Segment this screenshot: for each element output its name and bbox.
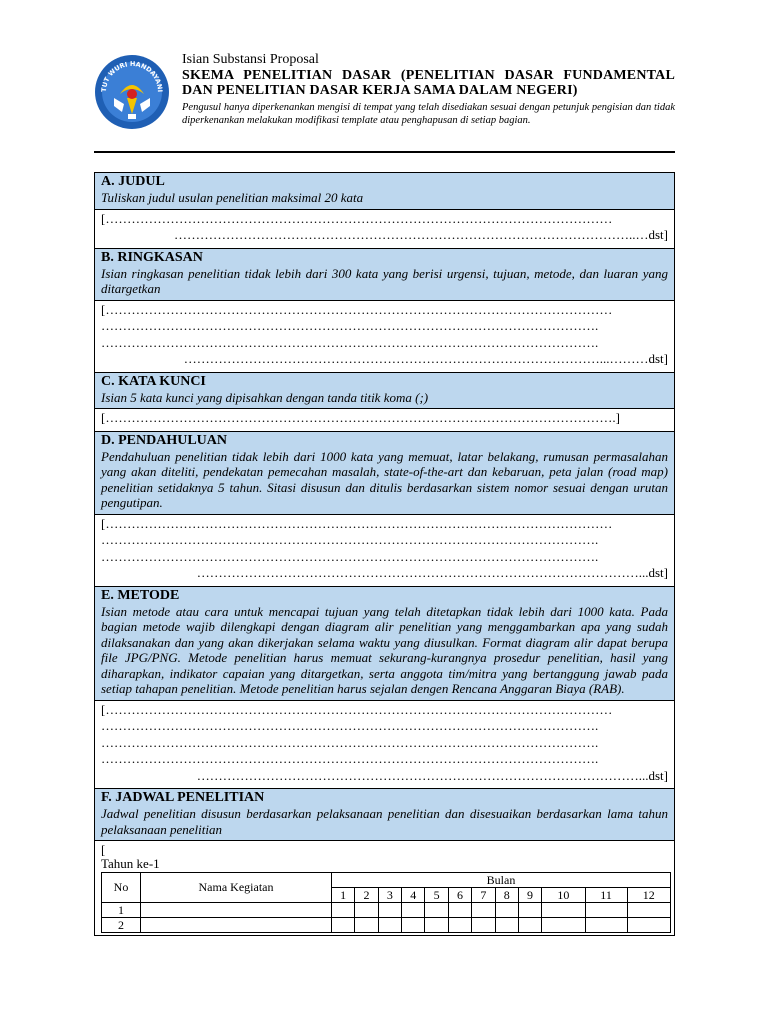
placeholder-line: ……………………………………………………………………………………………………. [101,734,599,750]
month-cell: 6 [448,888,471,903]
svg-text:TUT WURI HANDAYANI: TUT WURI HANDAYANI [99,59,165,93]
month-cell: 8 [495,888,518,903]
year-label: Tahun ke-1 [101,856,160,871]
section-metode-input[interactable] [95,701,674,790]
activity-cell[interactable] [141,918,332,933]
section-title: D. PENDAHULUAN [101,432,227,448]
section-kata-kunci-input[interactable] [95,409,674,432]
section-jadwal-input[interactable] [95,841,674,935]
placeholder-line: [……………………………………………………………………………………………………… [101,515,613,531]
section-description: Pendahuluan penelitian tidak lebih dari 1000 kata yang memuat, latar belakang, rumusan permasalahan yang akan diteliti, pendekatan pemecahan masalah, state-of-the-art dan kebaruan, peta jalan (road map) penelitian setidaknya 5 tahun. Sitasi disusun dan ditulis berdasarkan sistem nomor sesuai dengan urutan pengutipan. [101,448,668,510]
placeholder-line: ……………………………………………………………………………………………………. [101,318,599,333]
placeholder-line: …………………………………………………………………………………………...dst] [196,565,668,580]
section-pendahuluan-header [95,432,674,515]
month-cell: 1 [332,888,355,903]
open-bracket: [ [101,842,106,857]
header-divider [94,151,675,153]
month-cell: 4 [402,888,425,903]
placeholder-line: [……………………………………………………………………………………………………… [101,210,613,226]
section-ringkasan-input[interactable] [95,301,674,373]
section-metode-header [95,587,674,701]
placeholder-line: ……………………………………………………………………………………………………. [101,718,599,733]
col-kegiatan-header: Nama Kegiatan [141,873,332,903]
placeholder-line: [……………………………………………………………………………………………………….] [101,410,620,425]
month-cell: 10 [542,888,585,903]
section-ringkasan-header [95,249,674,301]
month-cell: 11 [585,888,627,903]
row-no: 2 [102,918,141,933]
section-title: A. JUDUL [101,174,165,189]
placeholder-line: ……………………………………………………………………………………...………dst] [183,351,668,366]
section-judul-header [95,173,674,210]
month-cell: 12 [627,888,670,903]
section-description: Isian metode atau cara untuk mencapai tujuan yang telah ditetapkan tidak lebih dari 1000 kata. Pada bagian metode wajib dilengkapi dengan diagram alir penelitian yang menggambarkan apa yang sudah dilaksanakan dan yang akan dikerjakan selama waktu yang diusulkan. Format diagram alir dapat berupa file JPG/PNG. Metode penelitian harus memuat sekurang-kurangnya prosedur penelitian, hasil yang diharapkan, indikator capaian yang ditargetkan, serta anggota tim/mitra yang bertanggung jawab pada setiap tahapan penelitian. Metode penelitian harus sejalan dengen Rencana Anggaran Biaya (RAB). [101,603,668,696]
month-cell: 5 [425,888,448,903]
section-judul-input[interactable] [95,210,674,249]
placeholder-line: ……………………………………………………………………………………………………. [101,548,599,564]
col-no-header: No [102,873,141,903]
schedule-row [102,903,671,918]
section-kata-kunci-header [95,373,674,410]
placeholder-line: …………………………………………………………………………………………...dst] [196,767,668,783]
activity-cell[interactable] [141,903,332,918]
instruction-note: Pengusul hanya diperkenankan mengisi di tempat yang telah disediakan sesuai dengan petunjuk pengisian dan tidak diperkenankan melakukan modifikasi template atau penghapusan di setiap bagian. [182,102,675,126]
placeholder-line: ……………………………………………………………………………………………………. [101,751,599,766]
section-description: Isian ringkasan penelitian tidak lebih dari 300 kata yang berisi urgensi, tujuan, metode, dan luaran yang ditargetkan [101,265,668,296]
row-no: 1 [102,903,141,918]
tut-wuri-handayani-logo [94,54,170,130]
month-cell: 9 [518,888,541,903]
col-bulan-header: Bulan [332,873,671,888]
month-cell: 3 [378,888,401,903]
section-title: E. METODE [101,587,180,603]
section-jadwal-header [95,789,674,841]
placeholder-line: ……………………………………………………………………………………………..…dst] [174,227,668,242]
placeholder-line: [……………………………………………………………………………………………………… [101,301,613,317]
section-title: B. RINGKASAN [101,249,203,265]
section-title: C. KATA KUNCI [101,373,206,389]
section-description: Isian 5 kata kunci yang dipisahkan dengan tanda titik koma (;) [101,389,429,405]
section-title: F. JADWAL PENELITIAN [101,790,265,805]
placeholder-line: ……………………………………………………………………………………………………. [101,334,599,350]
month-cell: 2 [355,888,378,903]
placeholder-line: [……………………………………………………………………………………………………… [101,701,613,717]
schedule-table [101,872,671,933]
document-subtitle: Isian Substansi Proposal [182,52,319,67]
schedule-row [102,918,671,933]
scheme-title: SKEMA PENELITIAN DASAR (PENELITIAN DASAR FUNDAMENTAL DAN PENELITIAN DASAR KERJA SAMA DALAM NEGERI) [182,68,675,98]
section-description: Tuliskan judul usulan penelitian maksimal 20 kata [101,190,364,205]
section-description: Jadwal penelitian disusun berdasarkan pelaksanaan penelitian dan disesuaikan berdasarkan lama tahun pelaksanaan penelitian [101,806,668,837]
placeholder-line: ……………………………………………………………………………………………………. [101,532,599,547]
proposal-form [94,172,675,936]
section-pendahuluan-input[interactable] [95,515,674,587]
month-cell: 7 [472,888,495,903]
